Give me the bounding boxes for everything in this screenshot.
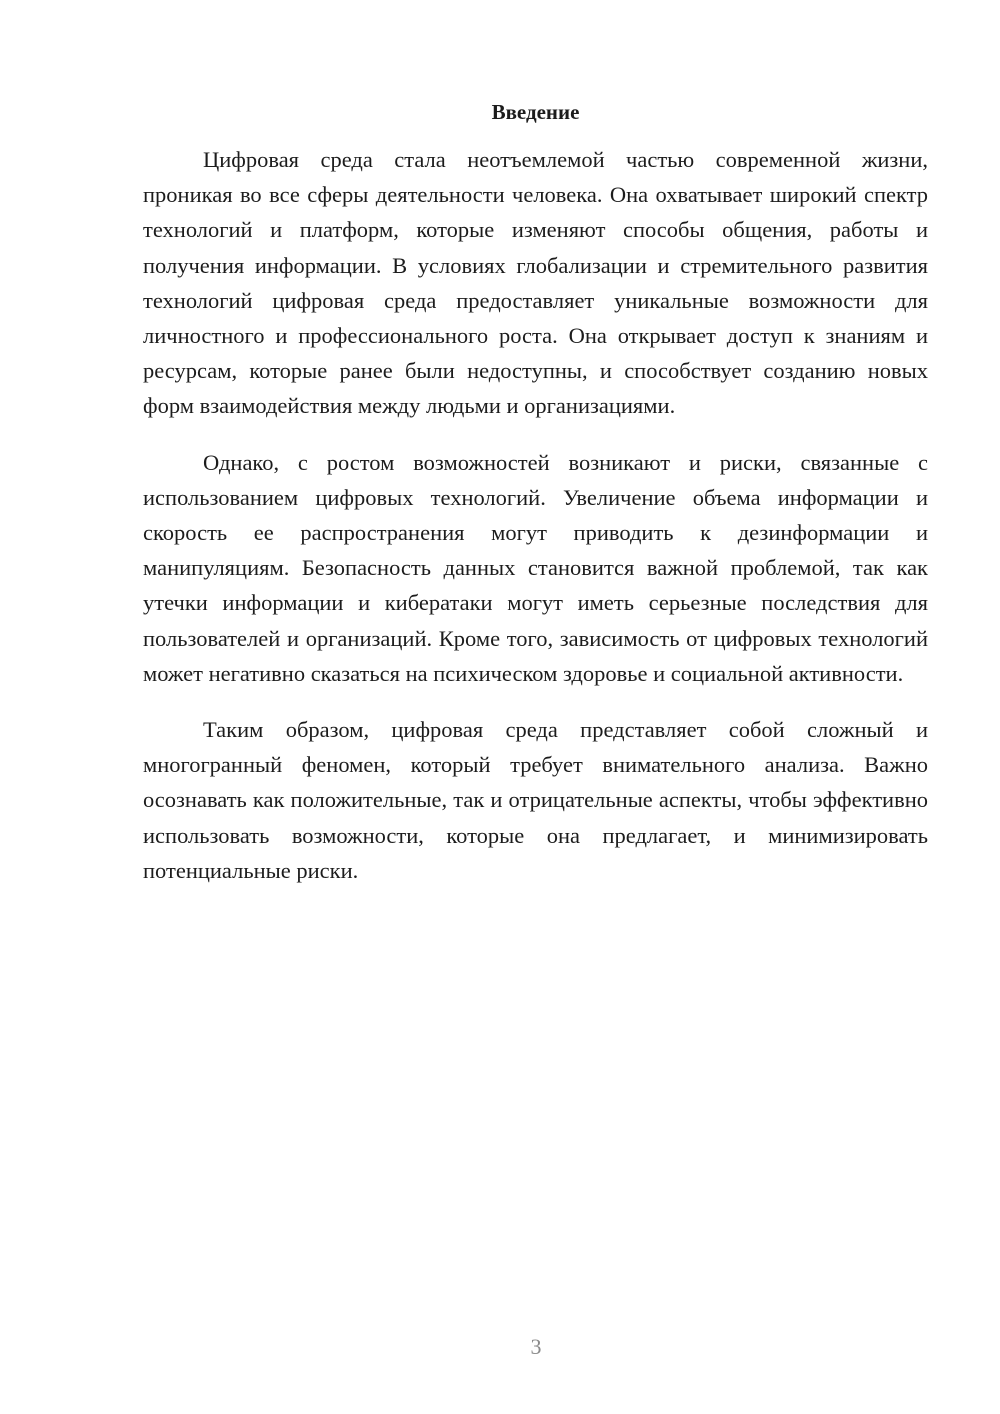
paragraph-2: Однако, с ростом возможностей возникают и риски, связанные с использованием цифровых технологий. Увеличение объема информации и скорость ее распространения могут приводить к дезинформации и манипуляциям. Безопасность данных становится важной проблемой, так как утечки информации и кибератаки могут иметь серьезные последствия для пользователей и организаций. Кроме того, зависимость от цифровых технологий может негативно сказаться на психическом здоровье и социальной активности. — [143, 449, 928, 686]
paragraph-1: Цифровая среда стала неотъемлемой частью современной жизни, проникая во все сферы деятельности человека. Она охватывает широкий спектр технологий и платформ, которые изменяют способы общения, работы и получения информации. В условиях глобализации и стремительного развития технологий цифровая среда предоставляет уникальные возможности для личностного и профессионального роста. Она открывает доступ к знаниям и ресурсам, которые ранее были недоступны, и способствует созданию новых форм взаимодействия между людьми и организациями. — [143, 147, 928, 419]
page-number: 3 — [530, 1334, 542, 1359]
paragraph-3: Таким образом, цифровая среда представляет собой сложный и многогранный феномен, который требует внимательного анализа. Важно осознавать как положительные, так и отрицательные аспекты, чтобы эффективно использовать возможности, которые она предлагает, и минимизировать потенциальные риски. — [143, 717, 928, 883]
document-body — [143, 96, 928, 888]
section-heading: Введение — [491, 100, 580, 124]
